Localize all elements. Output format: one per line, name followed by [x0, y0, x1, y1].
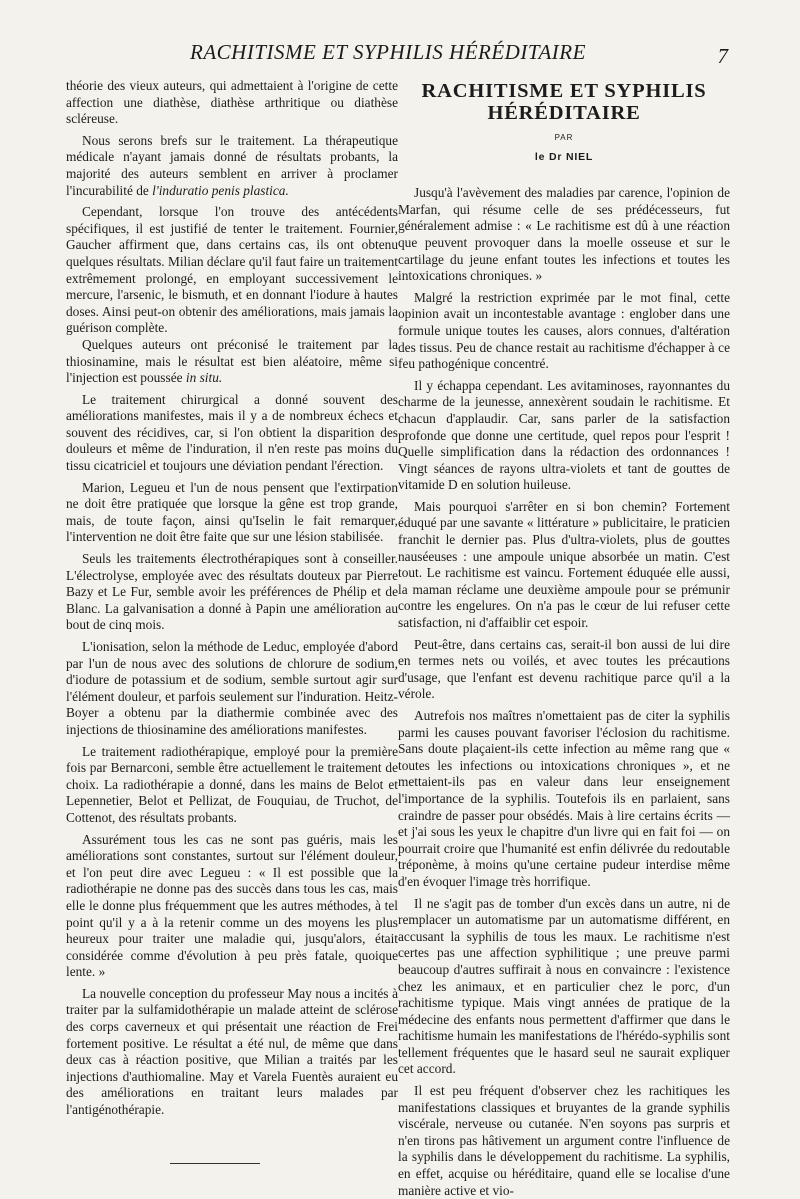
paragraph: Malgré la restriction exprimée par le mot final, cette opinion avait un incontestable avantage : englober dans une formule unique toutes les causes, alors connues, d'altération des tissus. Peu de chance restait au rachitisme d'échapper à ce feu pathogénique concentré.: [398, 289, 730, 372]
latin-term: in situ.: [185, 370, 223, 386]
paragraph: Peut-être, dans certains cas, serait-il bon aussi de lui dire en termes nets ou voilés, et avec toutes les précautions d'usage, que l'enfant est devenu rachitique parce qu'il a la vérole.: [398, 636, 730, 702]
paragraph: Le traitement chirurgical a donné souvent des améliorations manifestes, mais il y a de nombreux échecs et souvent des récidives, car, si l'on obtient la disparition des douleurs et même de l'induration, il n'en reste pas moins du tissu cicatriciel et toujours une déviation pendant l'érection.: [66, 391, 398, 474]
paragraph: Marion, Legueu et l'un de nous pensent que l'extirpation ne doit être pratiquée que lorsque la gêne est trop grande, mais, de toute façon, ainsi qu'Iselin le fait remarquer, l'intervention ne doit être faite que sur une lésion stabilisée.: [66, 479, 398, 545]
paragraph: Cependant, lorsque l'on trouve des antécédents spécifiques, il est justifié de tenter le traitement. Fournier, Gaucher affirment que, dans certains cas, ils ont obtenu quelques résultats. Milian déclare qu'il faut faire un traitement extrêmement prolongé, en employant successivement le mercure, l'arsenic, le bismuth, et en donnant l'iodure à hautes doses. Ainsi peut-on obtenir des améliorations, mais jamais la guérison complète.: [66, 204, 398, 336]
paragraph: Autrefois nos maîtres n'omettaient pas de citer la syphilis parmi les causes pouvant favoriser l'éclosion du rachitisme. Sans doute plaçaient-ils cette infection au même rang que « toutes les infections ou intoxications chroniques », et ne mettaient-ils pas en valeur dans leur enseignement l'importance de la syphilis. Toutefois ils en parlaient, sans craindre de passer pour obsédés. Mais à lire certains écrits — et j'ai sous les yeux le chapitre d'un livre qui en fait foi — on pourrait croire que l'humanité est enfin délivrée du redoutable tréponème, à moins qu'une certaine pudeur interdise même d'en évoquer l'image très horrifique.: [398, 708, 730, 889]
latin-term: l'induratio penis plastica.: [152, 182, 289, 198]
paragraph: Seuls les traitements électrothérapiques sont à conseiller. L'électrolyse, employée avec des résultats douteux par Pierre Bazy et Le Fur, semble avoir les préférences de Phélip et de Blanc. La galvanisation a donné à Papin une amélioration au bout de cinq mois.: [66, 551, 398, 633]
paragraph: Il ne s'agit pas de tomber d'un excès dans un autre, ni de remplacer un automatisme par un automatisme différent, en accusant la syphilis de tous les maux. Le rachitisme n'est certes pas une affection syphilitique ; une preuve parmi beaucoup d'autres suffirait à nous en convaincre : l'existence chez les animaux, et en particulier chez le porc, d'un rachitisme typique. Mais vingt années de pratique de la médecine des enfants nous permettent d'affirmer que dans le rachitisme humain les manifestations de l'hérédo-syphilis sont tellement fréquentes que le hasard seul ne saurait expliquer cet accord.: [398, 895, 730, 1077]
running-title: RACHITISME ET SYPHILIS HÉRÉDITAIRE: [190, 40, 586, 64]
paragraph: L'ionisation, selon la méthode de Leduc, employée d'abord par l'un de nous avec des solutions de chlorure de sodium, d'iodure de potassium et de sodium, semble surtout agir sur l'élément douleur, et parfois seulement sur l'induration. Heitz-Boyer a obtenu par la diathermie combinée avec des injections de thiosinamine des améliorations manifestes.: [66, 639, 398, 737]
paragraph: Quelques auteurs ont préconisé le traitement par la thiosinamine, mais le résultat est bien aléatoire, même si l'injection est poussée in situ.: [66, 336, 398, 386]
page-number: 7: [717, 44, 728, 68]
end-rule: [170, 1163, 260, 1164]
left-column: [66, 78, 398, 1164]
paragraph: Le traitement radiothérapique, employé pour la première fois par Bernarconi, semble être actuellement le traitement de choix. La radiothérapie a donné, dans les mains de Belot et Lepennetier, Belot et Pellizat, de Fouquiau, de Truchot, de Cottenot, des résultats probants.: [66, 743, 398, 825]
paragraph: Nous serons brefs sur le traitement. La thérapeutique médicale n'ayant jamais donné de résultats probants, la majorité des auteurs semblent en arriver à proclamer l'incurabilité de l'induratio penis plastica.: [66, 132, 398, 198]
paragraph: théorie des vieux auteurs, qui admettaient à l'origine de cette affection une diathèse, diathèse arthritique ou diathèse scléreuse.: [66, 78, 398, 127]
author: le Dr NIEL: [534, 150, 594, 163]
paragraph: Jusqu'à l'avèvement des maladies par carence, l'opinion de Marfan, qui résume celle de ses prédécesseurs, fut généralement admise : « Le rachitisme est dû à une réaction que peuvent provoquer dans la moelle osseuse et sur le cartilage du jeune enfant toutes les infections et toutes les intoxications chroniques. »: [398, 185, 730, 284]
paragraph: Il est peu fréquent d'observer chez les rachitiques les manifestations classiques et bruyantes de la grande syphilis viscérale, nerveuse ou cutanée. N'en soyons pas surpris et n'en tirons pas hâtivement un argument contre l'influence de la syphilis dans le développement du rachitisme. La syphilis, en effet, acquise ou héréditaire, quand elle se localise d'une manière active et vio-: [398, 1083, 730, 1198]
article-title: RACHITISME ET SYPHILIS HÉRÉDITAIRE: [421, 80, 707, 124]
paragraph: Assurément tous les cas ne sont pas guéris, mais les améliorations sont constantes, surtout sur l'élément douleur, et l'on peut dire avec Legueu : « Il est possible que la radiothérapie ne donne pas des succès dans tous les cas, mais elle le donne plus fréquemment que les autres méthodes, à tel point qu'il y a à la retenir comme un des moyens les plus heureux pour traiter une maladie qui, jusqu'alors, était considérée comme d'évolution à peu près fatale, quoique lente. »: [66, 831, 398, 980]
paragraph: La nouvelle conception du professeur May nous a incités à traiter par la sulfamidothérapie un malade atteint de sclérose des corps caverneux et qui présentait une réaction de Frei fortement positive. Le résultat a été nul, de même que dans deux cas à réaction positive, que Milian a traités par les injections d'authiomaline. May et Varela Fuentès auraient eu des améliorations en traitant leurs malades par l'antigénothérapie.: [66, 985, 398, 1118]
paragraph: Mais pourquoi s'arrêter en si bon chemin? Fortement éduqué par une savante « littérature » publicitaire, le praticien franchit le dernier pas. Plus d'ultra-violets, plus de gouttes nauséeuses : une ampoule unique absorbée un matin. C'est tout. Le rachitisme est vaincu. Fortement éduquée elle aussi, la maman réclame une deuxième ampoule pour se prémunir contre les engelures. On n'a pas le cœur de lui refuser cette satisfaction, ni d'affaiblir cet espoir.: [398, 498, 730, 631]
paragraph: Il y échappa cependant. Les avitaminoses, rayonnantes du charme de la jeunesse, annexèrent soudain le rachitisme. Et chacun d'applaudir. Car, sans parler de la satisfaction profonde que donne une certitude, quel repos pour l'esprit ! Quelle simplification dans la rédaction des ordonnances ! Vingt séances de rayons ultra-violets et tant de gouttes de vitamide D en solution huileuse.: [398, 377, 730, 493]
byline-par: PAR: [554, 133, 574, 142]
right-column: [398, 78, 730, 1199]
